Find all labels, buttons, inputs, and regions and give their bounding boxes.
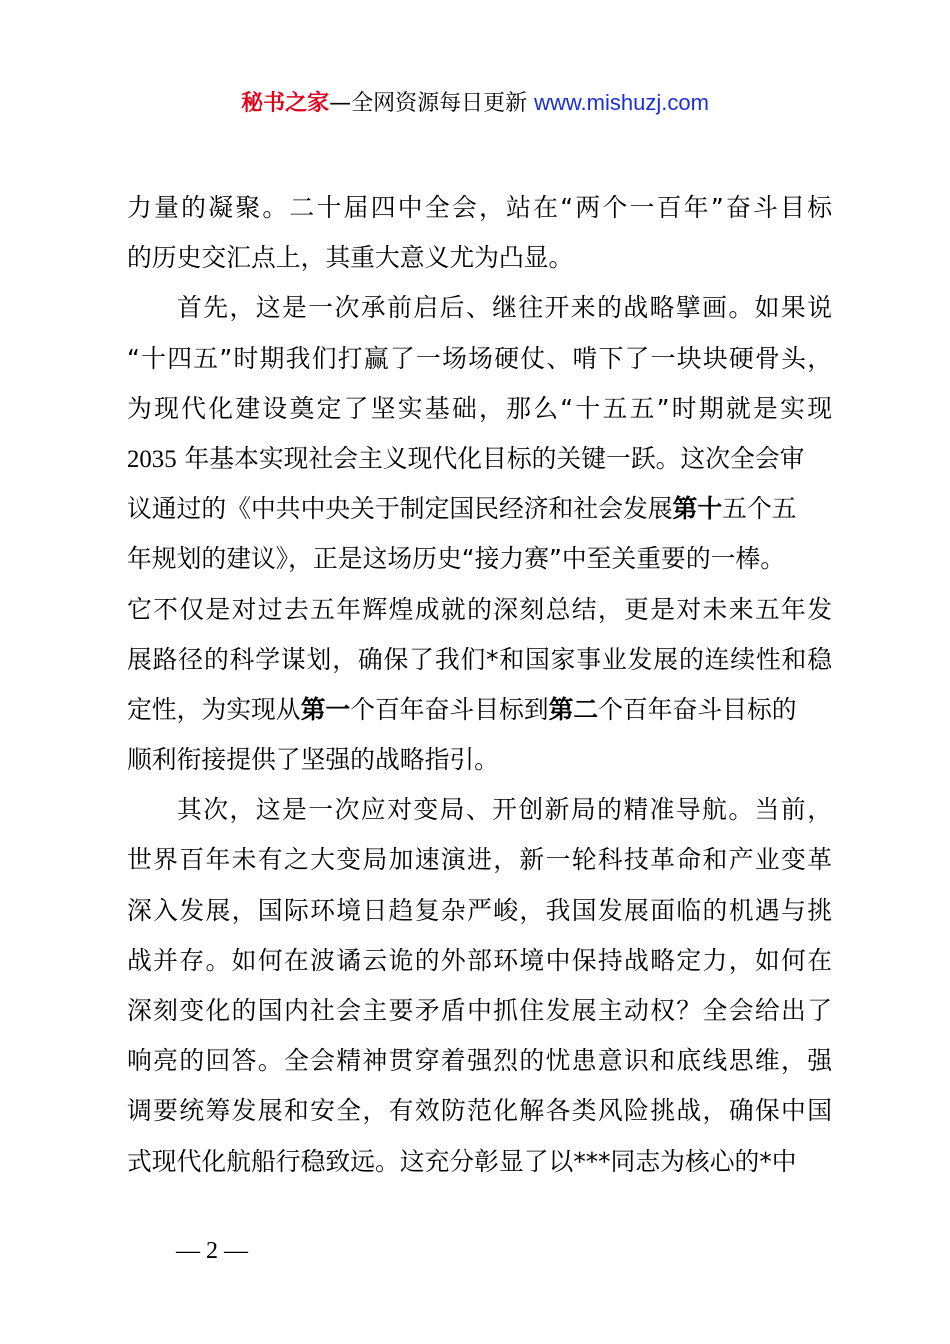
text-segment: 个百年奋斗目标到 — [350, 694, 549, 724]
text-line: 其次，这是一次应对变局、开创新局的精准导航。当前， — [177, 795, 832, 825]
bold-text: 第二 — [548, 694, 599, 724]
text-line: 首先，这是一次承前启后、继往开来的战略擘画。如果说 — [177, 293, 832, 323]
text-line: 战并存。如何在波谲云诡的外部环境中保持战略定力，如何在 — [127, 945, 832, 975]
bold-text: 第一 — [300, 694, 351, 724]
text-line: 展路径的科学谋划，确保了我们*和国家事业发展的连续性和稳 — [127, 644, 832, 674]
text-line — [127, 685, 832, 735]
text-line: 顺利衔接提供了坚强的战略指引。 — [127, 745, 499, 775]
text-line: 式现代化航船行稳致远。这充分彰显了以***同志为核心的*中 — [127, 1146, 797, 1176]
text-segment: 定性，为实现从 — [127, 694, 301, 724]
bold-text: 第十 — [672, 494, 723, 524]
text-line: 它不仅是对过去五年辉煌成就的深刻总结，更是对未来五年发 — [127, 594, 832, 624]
text-segment: 议通过的《中共中央关于制定国民经济和社会发展 — [127, 494, 673, 524]
text-line: 的历史交汇点上，其重大意义尤为凸显。 — [127, 243, 574, 273]
text-segment: 年基本实现社会主义现代化目标的关键一跃。这次全会审 — [176, 443, 805, 473]
page-number: — 2 — — [176, 1238, 248, 1264]
header-tagline: —全网资源每日更新 — [329, 91, 535, 116]
text-line: 为现代化建设奠定了坚实基础，那么“十五五”时期就是实现 — [127, 393, 832, 423]
text-line — [127, 434, 832, 484]
year-number: 2035 — [127, 445, 177, 473]
text-line: 响亮的回答。全会精神贯穿着强烈的忧患意识和底线思维，强 — [127, 1046, 832, 1076]
paragraph-1 — [127, 183, 832, 283]
text-line: 年规划的建议》，正是这场历史“接力赛”中至关重要的一棒。 — [127, 544, 786, 574]
site-url-link[interactable]: www.mishuzj.com — [534, 90, 709, 115]
text-line: 深入发展，国际环境日趋复杂严峻，我国发展面临的机遇与挑 — [127, 895, 832, 925]
text-line — [127, 484, 832, 534]
text-segment: 五个五 — [722, 494, 797, 524]
header-banner — [0, 88, 950, 119]
text-line: “十四五”时期我们打赢了一场场硬仗、啃下了一块块硬骨头， — [127, 343, 832, 373]
text-line: 调要统筹发展和安全，有效防范化解各类风险挑战，确保中国 — [127, 1096, 832, 1126]
text-line: 深刻变化的国内社会主要矛盾中抓住发展主动权？全会给出了 — [127, 996, 832, 1025]
document-body — [127, 183, 832, 1187]
text-segment: 个百年奋斗目标的 — [598, 694, 797, 724]
brand-name: 秘书之家 — [241, 91, 330, 116]
text-line: 世界百年未有之大变局加速演进，新一轮科技革命和产业变革 — [127, 845, 832, 875]
text-line: 力量的凝聚。二十届四中全会，站在“两个一百年”奋斗目标 — [127, 193, 832, 222]
paragraph-2 — [127, 283, 832, 785]
paragraph-3 — [127, 785, 832, 1187]
